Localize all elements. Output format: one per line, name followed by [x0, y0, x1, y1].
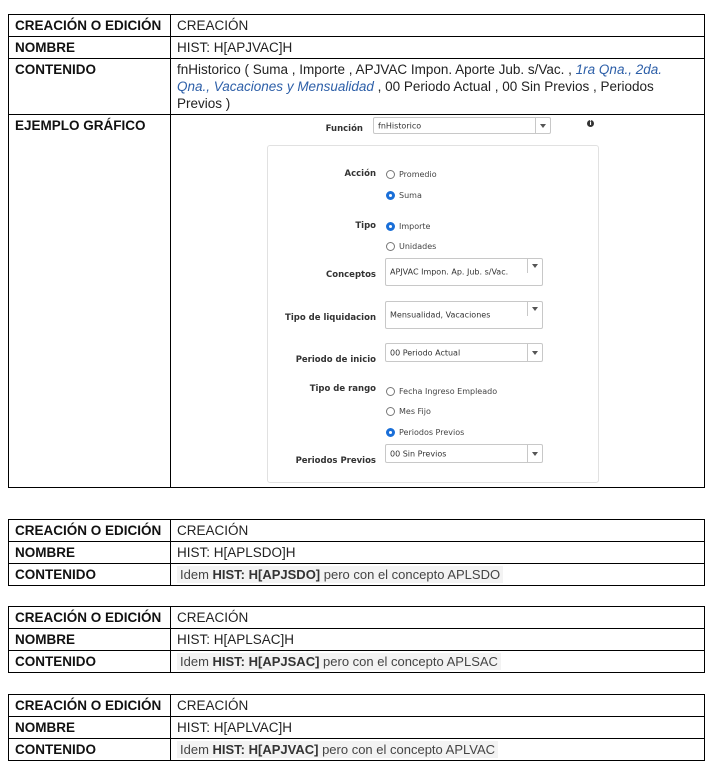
accion-suma-radio[interactable] — [386, 187, 422, 204]
nombre-label: NOMBRE — [9, 37, 171, 59]
radio-circle — [386, 242, 395, 251]
radio-circle-selected — [386, 222, 395, 231]
periodo-inicio-select-value: 00 Periodo Actual — [390, 348, 461, 357]
creacion-label: CREACIÓN O EDICIÓN — [9, 607, 171, 629]
rango-periodos-previos-radio[interactable] — [386, 424, 464, 441]
form-screenshot — [171, 115, 698, 481]
nombre-value: HIST: H[APLSAC]H — [171, 629, 705, 651]
contenido-shaded — [177, 653, 501, 670]
radio-label: Periodos Previos — [399, 428, 465, 437]
ejemplo-label: EJEMPLO GRÁFICO — [9, 115, 171, 488]
creacion-label: CREACIÓN O EDICIÓN — [9, 15, 171, 37]
periodos-previos-select[interactable] — [385, 444, 543, 463]
contenido-shaded — [177, 566, 503, 583]
funcion-select-value: fnHistorico — [378, 121, 422, 130]
creacion-value: CREACIÓN — [171, 695, 705, 717]
radio-circle-selected — [386, 191, 395, 200]
tipo-liquidacion-select-value: Mensualidad, Vacaciones — [390, 310, 491, 320]
creacion-value: CREACIÓN — [171, 520, 705, 542]
radio-circle-selected — [386, 428, 395, 437]
rest-text: pero con el concepto APLVAC — [318, 742, 496, 757]
conceptos-select-value: APJVAC Impon. Ap. Jub. s/Vac. — [390, 267, 509, 277]
contenido-value — [171, 739, 705, 761]
chevron-down-icon — [535, 118, 550, 133]
radio-label: Fecha Ingreso Empleado — [399, 387, 498, 396]
info-icon[interactable]: i — [587, 120, 594, 127]
tipo-rango-label: Tipo de rango — [309, 384, 376, 394]
aplvac-table — [8, 694, 705, 761]
nombre-label: NOMBRE — [9, 629, 171, 651]
radio-label: Unidades — [399, 242, 437, 251]
tipo-unidades-radio[interactable] — [386, 238, 436, 255]
radio-circle — [386, 170, 395, 179]
idem-text: Idem — [180, 567, 213, 582]
nombre-label: NOMBRE — [9, 542, 171, 564]
contenido-label: CONTENIDO — [9, 739, 171, 761]
chevron-down-icon — [527, 302, 542, 316]
contenido-label: CONTENIDO — [9, 59, 171, 115]
accion-promedio-radio[interactable] — [386, 166, 437, 183]
tipo-liquidacion-select[interactable] — [385, 301, 543, 329]
rango-fecha-ingreso-radio[interactable] — [386, 383, 497, 400]
conceptos-label: Conceptos — [326, 270, 376, 280]
contenido-text-italic: 1ra Qna., 2da. Qna., Vacaciones y Mensualidad — [177, 62, 662, 94]
radio-circle — [386, 407, 395, 416]
tipo-importe-radio[interactable] — [386, 218, 430, 235]
creacion-label: CREACIÓN O EDICIÓN — [9, 695, 171, 717]
ejemplo-image — [171, 115, 705, 488]
radio-label: Importe — [399, 222, 431, 231]
ref-text: HIST: H[APJSAC] — [212, 654, 320, 669]
radio-circle — [386, 387, 395, 396]
nombre-value: HIST: H[APJVAC]H — [171, 37, 705, 59]
creacion-value: CREACIÓN — [171, 15, 705, 37]
contenido-label: CONTENIDO — [9, 651, 171, 673]
creacion-label: CREACIÓN O EDICIÓN — [9, 520, 171, 542]
rest-text: pero con el concepto APLSDO — [320, 567, 501, 582]
tipo-liquidacion-label: Tipo de liquidacion — [285, 313, 376, 323]
creacion-value: CREACIÓN — [171, 607, 705, 629]
contenido-text-pre: fnHistorico ( Suma , Importe , APJVAC Impon. Aporte Jub. s/Vac. , — [177, 62, 576, 77]
rango-mes-fijo-radio[interactable] — [386, 403, 431, 420]
contenido-value — [171, 651, 705, 673]
aplsac-table — [8, 606, 705, 673]
nombre-value: HIST: H[APLSDO]H — [171, 542, 705, 564]
periodo-inicio-select[interactable] — [385, 343, 543, 362]
tipo-label: Tipo — [355, 221, 376, 231]
contenido-shaded — [177, 741, 498, 758]
chevron-down-icon — [527, 344, 542, 361]
idem-text: Idem — [180, 654, 213, 669]
conceptos-select[interactable] — [385, 258, 543, 286]
radio-label: Suma — [399, 191, 422, 200]
nombre-value: HIST: H[APLVAC]H — [171, 717, 705, 739]
chevron-down-icon — [527, 445, 542, 462]
funcion-label: Función — [325, 124, 363, 134]
rest-text: pero con el concepto APLSAC — [319, 654, 498, 669]
funcion-select[interactable] — [373, 117, 551, 134]
contenido-text-post: , 00 Periodo Actual , 00 Sin Previos , Periodos Previos ) — [177, 79, 654, 111]
nombre-label: NOMBRE — [9, 717, 171, 739]
contenido-value — [171, 59, 705, 115]
periodo-inicio-label: Periodo de inicio — [295, 355, 376, 365]
main-definition-table — [8, 14, 705, 488]
radio-label: Mes Fijo — [399, 407, 431, 416]
chevron-down-icon — [527, 259, 542, 273]
radio-label: Promedio — [399, 170, 437, 179]
idem-text: Idem — [180, 742, 213, 757]
aplsdo-table — [8, 519, 705, 586]
contenido-value — [171, 564, 705, 586]
ref-text: HIST: H[APJSDO] — [212, 567, 321, 582]
accion-label: Acción — [344, 169, 376, 179]
ref-text: HIST: H[APJVAC] — [212, 742, 319, 757]
contenido-label: CONTENIDO — [9, 564, 171, 586]
periodos-previos-label: Periodos Previos — [295, 456, 376, 466]
periodos-previos-select-value: 00 Sin Previos — [390, 449, 447, 458]
